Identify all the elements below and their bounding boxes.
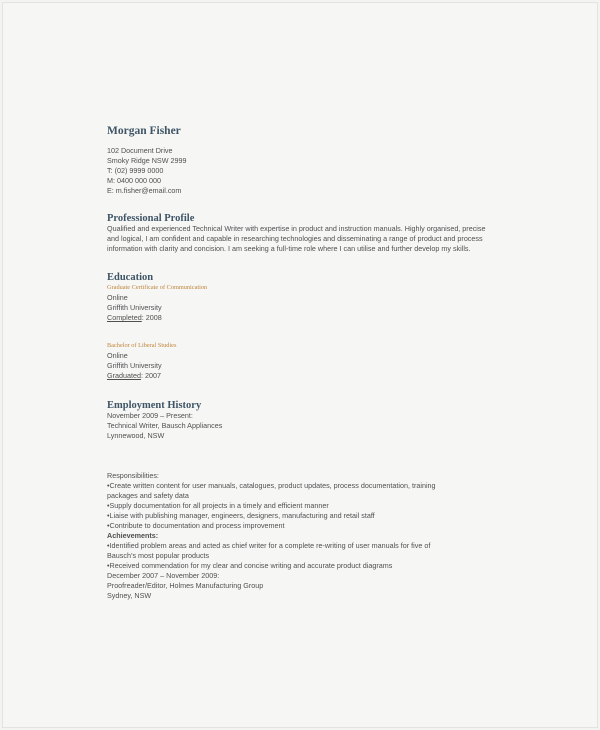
responsibilities-label: Responsibilities: — [107, 471, 159, 480]
profile-line: Qualified and experienced Technical Writer with expertise in product and instruction manuals. Highly organised, precise — [107, 224, 486, 233]
address-street: 102 Document Drive — [107, 146, 173, 155]
job-period: December 2007 – November 2009: — [107, 571, 220, 580]
profile-text — [107, 224, 507, 254]
degree-entry — [107, 283, 507, 323]
responsibility-item: •Supply documentation for all projects in a timely and efficient manner — [107, 501, 329, 510]
degree-year: : 2007 — [140, 371, 161, 380]
degree-status-label: Completed — [107, 313, 142, 322]
degree-status-label: Graduated — [107, 371, 141, 380]
job-entry — [107, 411, 507, 441]
achievements-block — [107, 531, 507, 571]
profile-line: and logical, I am confident and capable in researching technologies and disseminating a range of product and process — [107, 234, 483, 243]
employment-heading: Employment History — [107, 400, 202, 411]
candidate-name: Morgan Fisher — [107, 125, 181, 137]
job-location: Sydney, NSW — [107, 591, 152, 600]
resume-content — [107, 125, 507, 601]
achievements-label: Achievements: — [107, 531, 159, 540]
job-period: November 2009 – Present: — [107, 411, 193, 420]
email-address: E: m.fisher@email.com — [107, 186, 182, 195]
degree-completion — [107, 371, 507, 381]
job-role: Technical Writer, Bausch Appliances — [107, 421, 223, 430]
degree-name: Graduate Certificate of Communication — [107, 284, 208, 291]
degree-year: : 2008 — [141, 313, 162, 322]
responsibility-item: •Contribute to documentation and process improvement — [107, 521, 285, 530]
contact-block — [107, 146, 507, 196]
responsibilities-block — [107, 471, 507, 531]
responsibility-item: •Create written content for user manuals, catalogues, product updates, process documentation, training — [107, 481, 436, 490]
achievement-item: Bausch’s most popular products — [107, 551, 210, 560]
degree-entry — [107, 341, 507, 381]
profile-heading: Professional Profile — [107, 213, 195, 224]
degree-mode: Online — [107, 293, 128, 302]
degree-name: Bachelor of Liberal Studies — [107, 342, 177, 349]
degree-mode: Online — [107, 351, 128, 360]
education-heading: Education — [107, 272, 154, 283]
job-location: Lynnewood, NSW — [107, 431, 165, 440]
responsibility-item: packages and safety data — [107, 491, 189, 500]
degree-institution: Griffith University — [107, 303, 162, 312]
job-entry — [107, 571, 507, 601]
achievement-item: •Received commendation for my clear and concise writing and accurate product diagrams — [107, 561, 393, 570]
achievement-item: •Identified problem areas and acted as chief writer for a complete re-writing of user manuals for five of — [107, 541, 431, 550]
degree-institution: Griffith University — [107, 361, 162, 370]
mobile-number: M: 0400 000 000 — [107, 176, 161, 185]
degree-completion — [107, 313, 507, 323]
phone-number: T: (02) 9999 0000 — [107, 166, 164, 175]
resume-page — [2, 2, 598, 728]
job-role: Proofreader/Editor, Holmes Manufacturing Group — [107, 581, 264, 590]
profile-line: information with clarity and concision. I am seeking a full-time role where I can utilise and further develop my skills. — [107, 244, 471, 253]
address-city: Smoky Ridge NSW 2999 — [107, 156, 187, 165]
responsibility-item: •Liaise with publishing manager, engineers, designers, manufacturing and retail staff — [107, 511, 375, 520]
